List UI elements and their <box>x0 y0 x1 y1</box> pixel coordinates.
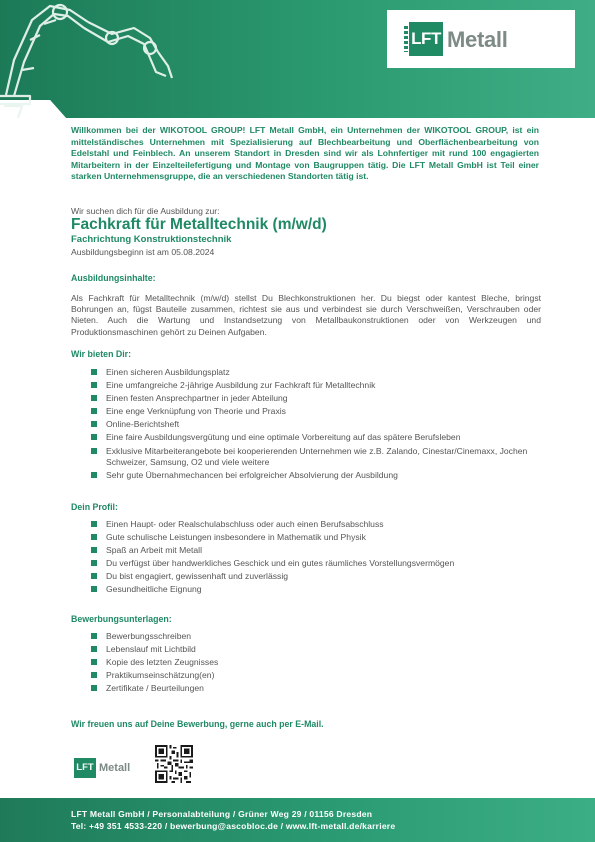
bullet-square-icon <box>91 659 97 665</box>
bullet-square-icon <box>91 633 97 639</box>
list-item: Lebenslauf mit Lichtbild <box>91 644 541 655</box>
list-item: Praktikumseinschätzung(en) <box>91 670 541 681</box>
content-paragraph: Als Fachkraft für Metalltechnik (m/w/d) stellst Du Blechkonstruktionen her. Du biegst oder kantest Bleche, bringst Bohrungen an, fügst Bauteile zusammen, richtest sie aus und verbindest sie durch Verschweißen, Verschrauben oder Nieten. Auch die Wartung und Instandsetzung von Metallbaukonstruktionen oder von Werkzeugen und Produktionsmaschinen gehört zu Deinen Aufgaben. <box>71 293 541 337</box>
list-item: Gesundheitliche Eignung <box>91 584 541 595</box>
list-item: Du verfügst über handwerkliches Geschick und ein gutes räumliches Vorstellungsvermögen <box>91 558 541 569</box>
list-item: Eine enge Verknüpfung von Theorie und Praxis <box>91 406 541 417</box>
list-item: Einen sicheren Ausbildungsplatz <box>91 367 541 378</box>
bullet-square-icon <box>91 448 97 454</box>
footer-bar <box>0 798 595 842</box>
bullet-square-icon <box>91 685 97 691</box>
list-item: Eine umfangreiche 2-jährige Ausbildung zur Fachkraft für Metalltechnik <box>91 380 541 391</box>
logo-lft-mark: LFT <box>409 22 443 56</box>
hero-banner <box>0 0 595 118</box>
job-title: Fachkraft für Metalltechnik (m/w/d) <box>71 216 327 233</box>
list-item: Bewerbungsschreiben <box>91 631 541 642</box>
bullet-square-icon <box>91 646 97 652</box>
logo-box <box>387 10 575 68</box>
bullet-square-icon <box>91 560 97 566</box>
profile-list <box>91 519 541 598</box>
footer-contact[interactable]: Tel: +49 351 4533-220 / bewerbung@ascobloc.de / www.lft-metall.de/karriere <box>71 821 396 831</box>
list-item: Einen festen Ansprechpartner in jeder Abteilung <box>91 393 541 404</box>
list-item: Zertifikate / Beurteilungen <box>91 683 541 694</box>
list-item: Du bist engagiert, gewissenhaft und zuverlässig <box>91 571 541 582</box>
logo-metall-text: Metall <box>447 27 508 52</box>
bullet-square-icon <box>91 534 97 540</box>
bullet-square-icon <box>91 408 97 414</box>
bullet-square-icon <box>91 434 97 440</box>
small-logo-metall-text: Metall <box>99 762 131 774</box>
bullet-square-icon <box>91 547 97 553</box>
closing-line: Wir freuen uns auf Deine Bewerbung, gerne auch per E-Mail. <box>71 719 324 729</box>
job-subtitle: Fachrichtung Konstruktionstechnik <box>71 234 232 245</box>
list-item: Spaß an Arbeit mit Metall <box>91 545 541 556</box>
job-start-date: Ausbildungsbeginn ist am 05.08.2024 <box>71 247 215 257</box>
intro-paragraph: Willkommen bei der WIKOTOOL GROUP! LFT Metall GmbH, ein Unternehmen der WIKOTOOL GROUP, ist ein mittelständisches Unternehmen mit Spezialisierung auf Blechbearbeitung und Oberflächenbearbeitung von Edelstahl und Feinblech. An unserem Standort in Dresden sind wir als Lohnfertiger mit rund 100 engagierten Mitarbeitern in der Einzelteilefertigung und Montage von Baugruppen tätig. Die LFT Metall GmbH ist Teil einer starken Unternehmensgruppe, die an verschiedenen Standorten tätig ist. <box>71 125 539 182</box>
documents-heading: Bewerbungsunterlagen: <box>71 614 172 624</box>
seek-line: Wir suchen dich für die Ausbildung zur: <box>71 206 220 216</box>
footer-address: LFT Metall GmbH / Personalabteilung / Grüner Weg 29 / 01156 Dresden <box>71 809 373 819</box>
offer-heading: Wir bieten Dir: <box>71 349 132 359</box>
bullet-square-icon <box>91 472 97 478</box>
bullet-square-icon <box>91 586 97 592</box>
qr-code-icon[interactable] <box>155 745 193 783</box>
list-item: Kopie des letzten Zeugnisses <box>91 657 541 668</box>
documents-list <box>91 631 541 696</box>
offer-list <box>91 367 541 483</box>
list-item: Online-Berichtsheft <box>91 419 541 430</box>
profile-heading: Dein Profil: <box>71 502 118 512</box>
bullet-square-icon <box>91 421 97 427</box>
list-item: Gute schulische Leistungen insbesondere in Mathematik und Physik <box>91 532 541 543</box>
content-heading: Ausbildungsinhalte: <box>71 273 156 283</box>
bullet-square-icon <box>91 382 97 388</box>
small-logo-lft-mark: LFT <box>74 758 96 778</box>
list-item: Eine faire Ausbildungsvergütung und eine optimale Vorbereitung auf das spätere Berufsleben <box>91 432 541 443</box>
footer-logo <box>74 752 134 780</box>
list-item: Exklusive Mitarbeiterangebote bei kooperierenden Unternehmen wie z.B. Zalando, Cinestar/Cinemaxx, Jochen Schweizer, Samsung, O2 und viele weitere <box>91 446 541 468</box>
bullet-square-icon <box>91 573 97 579</box>
list-item: Einen Haupt- oder Realschulabschluss oder auch einen Berufsabschluss <box>91 519 541 530</box>
bullet-square-icon <box>91 395 97 401</box>
logo-badge <box>366 0 595 78</box>
bullet-square-icon <box>91 521 97 527</box>
list-item: Sehr gute Übernahmechancen bei erfolgreicher Absolvierung der Ausbildung <box>91 470 541 481</box>
bullet-square-icon <box>91 369 97 375</box>
bullet-square-icon <box>91 672 97 678</box>
